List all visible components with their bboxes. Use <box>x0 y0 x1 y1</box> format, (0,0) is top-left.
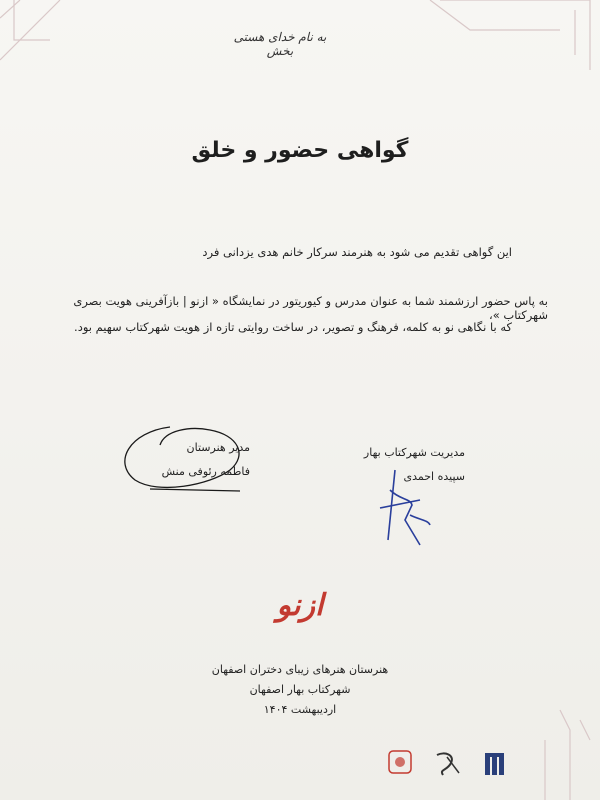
issuer-school: هنرستان هنرهای زیبای دختران اصفهان <box>211 663 389 676</box>
signer-name: فاطمه رئوفی منش <box>161 465 250 478</box>
appreciation-line: به پاس حضور ارزشمند شما به عنوان مدرس و کیوریتور در نمایشگاه « ازنو | بازآفرینی هویت بصری شهرکتاب »، <box>73 294 548 322</box>
shahrketab-brand-icon <box>485 753 504 775</box>
invocation-text: به نام خدای هستی بخش <box>233 30 327 58</box>
school-emblem-icon <box>389 751 411 773</box>
footer-issuers <box>150 660 450 720</box>
certificate-title: گواهی حضور و خلق <box>191 138 409 163</box>
signer-role: مدیر هنرستان <box>186 441 250 454</box>
signer-role: مدیریت شهرکتاب بهار <box>363 446 465 459</box>
sponsor-logos <box>385 745 515 785</box>
signer-name: سپیده احمدی <box>403 470 465 483</box>
aznow-logo: ازنو <box>276 588 324 623</box>
dedication-line: این گواهی تقدیم می شود به هنرمند سرکار خانم هدی یزدانی فرد <box>202 245 512 259</box>
issue-date: اردیبهشت ۱۴۰۴ <box>263 703 337 716</box>
contribution-line: که با نگاهی نو به کلمه، فرهنگ و تصویر، در ساخت روایتی تازه از هویت شهرکتاب سهیم بود. <box>74 320 512 334</box>
issuer-bookstore: شهرکتاب بهار اصفهان <box>249 683 351 696</box>
calligraphy-mark-icon <box>437 753 459 775</box>
